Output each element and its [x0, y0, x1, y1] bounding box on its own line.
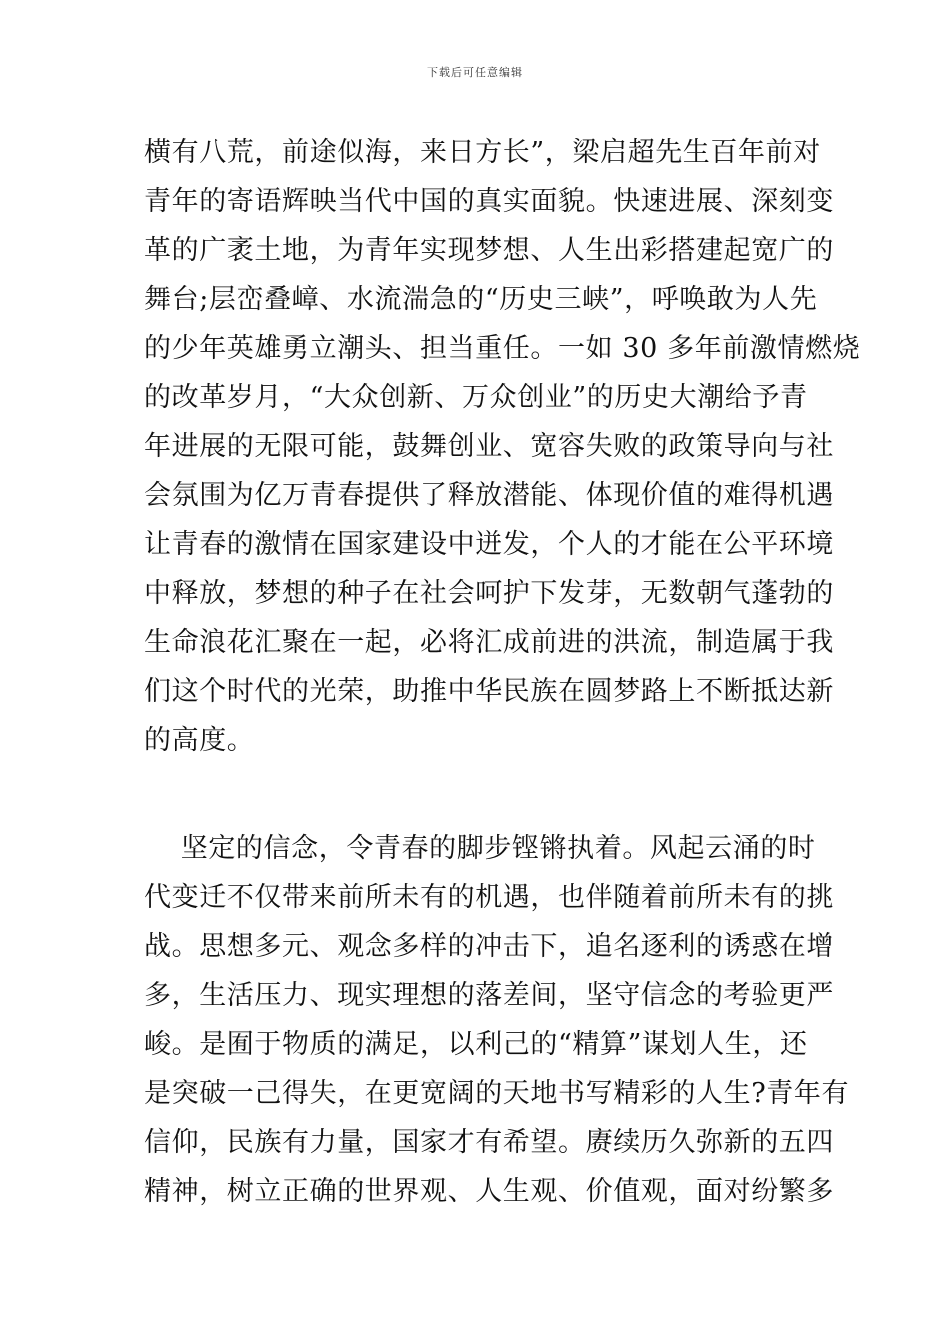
text-line: 的少年英雄勇立潮头、担当重任。一如 30 多年前激情燃烧 — [144, 333, 861, 364]
text-line: 生命浪花汇聚在一起，必将汇成前进的洪流，制造属于我 — [144, 627, 834, 658]
paragraph-spacer — [144, 765, 810, 824]
text-line: 年进展的无限可能，鼓舞创业、宽容失败的政策导向与社 — [144, 431, 834, 462]
text-line: 多，生活压力、现实理想的落差间，坚守信念的考验更严 — [144, 980, 834, 1011]
text-line: 信仰，民族有力量，国家才有希望。赓续历久弥新的五四 — [144, 1127, 834, 1158]
text-line: 横有八荒，前途似海，来日方长”，梁启超先生百年前对 — [144, 137, 821, 168]
paragraph — [144, 128, 861, 765]
text-line: 让青春的激情在国家建设中迸发，个人的才能在公平环境 — [144, 529, 834, 560]
page-header: 下载后可任意编辑 — [427, 66, 523, 79]
text-line: 的改革岁月，“大众创新、万众创业”的历史大潮给予青 — [144, 382, 808, 413]
text-line: 代变迁不仅带来前所未有的机遇，也伴随着前所未有的挑 — [144, 882, 834, 913]
text-line: 的高度。 — [144, 725, 255, 756]
text-line: 会氛围为亿万青春提供了释放潜能、体现价值的难得机遇 — [144, 480, 834, 511]
text-line: 战。思想多元、观念多样的冲击下，追名逐利的诱惑在增 — [144, 931, 834, 962]
text-line: 青年的寄语辉映当代中国的真实面貌。快速进展、深刻变 — [144, 186, 834, 217]
text-line: 中释放，梦想的种子在社会呵护下发芽，无数朝气蓬勃的 — [144, 578, 834, 609]
paragraph — [144, 824, 850, 1216]
document-body — [144, 128, 861, 1216]
text-line: 是突破一己得失，在更宽阔的天地书写精彩的人生?青年有 — [144, 1078, 850, 1109]
text-line: 舞台;层峦叠嶂、水流湍急的“历史三峡”，呼唤敢为人先 — [144, 284, 818, 315]
text-line: 们这个时代的光荣，助推中华民族在圆梦路上不断抵达新 — [144, 676, 834, 707]
text-line: 峻。是囿于物质的满足，以利己的“精算”谋划人生，还 — [144, 1029, 808, 1060]
text-line: 精神，树立正确的世界观、人生观、价值观，面对纷繁多 — [144, 1176, 834, 1207]
text-line: 坚定的信念，令青春的脚步铿锵执着。风起云涌的时 — [144, 833, 816, 864]
text-line: 革的广袤土地，为青年实现梦想、人生出彩搭建起宽广的 — [144, 235, 834, 266]
